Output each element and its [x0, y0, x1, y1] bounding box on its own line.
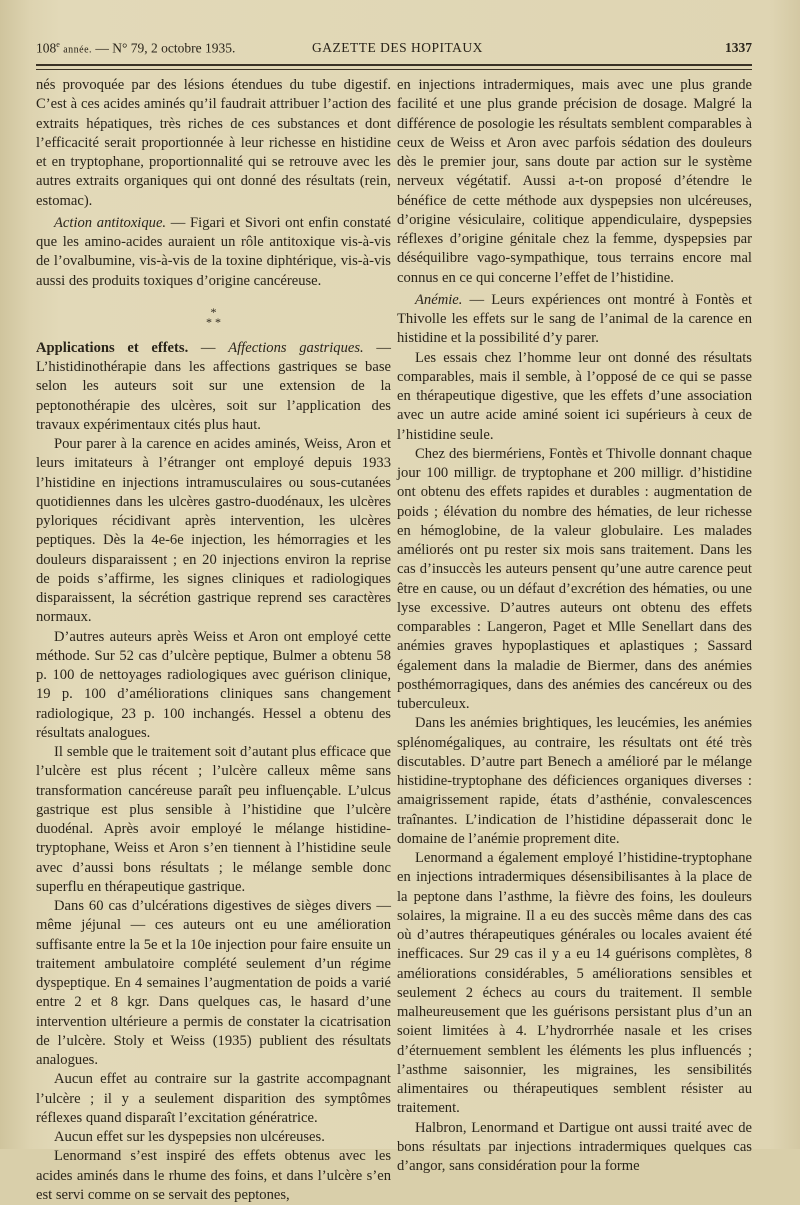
- issue-info: 108e année. — N° 79, 2 octobre 1935.: [36, 40, 236, 56]
- paragraph: Les essais chez l’homme leur ont donné des résultats comparables, mais il semble, à l’opposé de ce qui se passe en thérapeutique digestive, que les effets d’une association avec un autre acide aminé soient ici supérieurs à ceux de l’histidine seule.: [397, 349, 752, 443]
- paragraph: Halbron, Lenormand et Dartigue ont aussi traité avec de bons résultats par injections intradermiques quelques cas d’angor, sans considération pour la forme: [397, 1119, 752, 1174]
- section-heading: Applications et effets.: [36, 339, 189, 356]
- header-rule-thick: [36, 64, 752, 66]
- paragraph: nés provoquée par des lésions étendues du tube digestif. C’est à ces acides aminés qu’il faudrait attribuer l’action des extraits hépatiques, très riches de ces substances et dont l’efficacité serait proportionnée à leur richesse en histidine et en tryptophane, proportionnalité qui se retrouve avec les autres extraits organiques qui ont donné des résultats (rein, estomac).: [36, 77, 391, 209]
- subsection-heading: Action antitoxique.: [54, 214, 167, 231]
- header-rule-thin: [36, 69, 752, 70]
- running-header: [36, 36, 752, 58]
- paragraph: Lenormand s’est inspiré des effets obtenus avec les acides aminés dans le rhume des foins, et dans l’ulcère s’en est servi comme on se servait des peptones,: [36, 1148, 391, 1203]
- paragraph: en injections intradermiques, mais avec une plus grande facilité et une plus grande précision de dosage. Malgré la différence de posologie les résultats semblent comparables à ceux de Weiss et Aron avec parfois sédation des douleurs dès le premier jour, sans doute par action sur le système nerveux végétatif. Aussi a-t-on proposé d’étendre le bénéfice de cette méthode aux dyspepsies non ulcéreuses, d’origine vésiculaire, colitique appendiculaire, dyspepsies réflexes d’origine génitale chez la femme, dyspepsies par déséquilibre vago-sympathique, tous terrains encore mal connus en ce qui concerne l’effet de l’histidine.: [397, 77, 752, 286]
- section-separator: * * *: [206, 304, 221, 329]
- paragraph: Lenormand a également employé l’histidine-tryptophane en injections intradermiques désensibilisantes à la place de la peptone dans l’asthme, la fièvre des foins, les douleurs solaires, la migraine. Il a eu des succès même dans des cas où d’autres thérapeutiques générales ou locales avaient été inefficaces. Sur 29 cas il y a eu 14 guérisons complètes, 8 améliorations considérables, 5 améliorations sensibles et seulement 2 échecs au cours du traitement. Il semble malheureusement que les guérisons persistant plus d’un an soient limitées à 4. L’hydrorrhée nasale et les crises d’éternuement semblent les éléments les plus influencés ; l’asthme saisonnier, les migraines, les sensibilités alimentaires ou thérapeutiques semblent résister au traitement.: [397, 850, 752, 1117]
- paragraph: Applications et effets. — Affections gastriques. — L’histidinothérapie dans les affections gastriques se base selon les auteurs soit sur une extension de la peptonothérapie des ulcères, soit sur l’application des travaux expérimentaux cités plus haut.: [36, 339, 391, 433]
- paragraph: Chez des biermériens, Fontès et Thivolle donnant chaque jour 100 milligr. de tryptophane et 200 milligr. d’histidine ont obtenu des effets rapides et durables : augmentation de poids ; élévation du nombre des hématies, de leur richesse en hémoglobine, de la valeur globulaire. Les malades améliorés ont pu rester six mois sans traitement. Dans les cas d’insuccès les auteurs pensent qu’une autre carence peut être en cause, ou un défaut d’excrétion des hématies, ou une lyse excessive. D’autres auteurs ont obtenu des effets comparables : Langeron, Paget et Mlle Senellart dans des anémies graves hypoplastiques et aplastiques ; Sassard également dans la maladie de Biermer, dans des anémies posthémorragiques, dans des anémies des cancéreux ou des tuberculeux.: [397, 445, 752, 712]
- paragraph: Dans les anémies brightiques, les leucémies, les anémies splénomégaliques, au contraire, les résultats ont été très discutables. D’autre part Benech a amélioré par le mélange histidine-tryptophane des déficiences organiques diverses : amaigrissement rapide, états d’asthénie, convalescences traînantes. L’indication de l’histidine dépasserait donc le domaine de l’anémie proprement dite.: [397, 715, 752, 847]
- page-number: 1337: [725, 40, 752, 55]
- paragraph: Aucun effet au contraire sur la gastrite accompagnant l’ulcère ; il y a seulement disparition des symptômes réflexes quand disparaît l’excitation génératrice.: [36, 1071, 391, 1126]
- paragraph: Aucun effet sur les dyspepsies non ulcéreuses.: [54, 1129, 325, 1145]
- journal-title: GAZETTE DES HOPITAUX: [312, 40, 483, 55]
- paragraph: Action antitoxique. — Figari et Sivori ont enfin constaté que les amino-acides auraient un rôle antitoxique vis-à-vis de l’ovalbumine, vis-à-vis de la toxine diphtérique, vis-à-vis aussi des produits toxiques d’origine cancéreuse.: [36, 214, 391, 289]
- right-column: [397, 76, 752, 1174]
- paragraph: D’autres auteurs après Weiss et Aron ont employé cette méthode. Sur 52 cas d’ulcère peptique, Bulmer a obtenu 58 p. 100 de nettoyages radiologiques avec guérison clinique, 19 p. 100 d’améliorations cliniques sans changement radiologique, 23 p. 100 inchangés. Hessel a obtenu des résultats analogues.: [36, 628, 391, 741]
- paragraph: Il semble que le traitement soit d’autant plus efficace que l’ulcère est plus récent ; l’ulcère calleux même sans transformation cancéreuse paraît peu influençable. L’ulcus gastrique est plus sensible à l’histidine que l’ulcère duodénal. Après avoir employé le mélange histidine-tryptophane, Weiss et Aron s’en tiennent à l’histidine seule avec d’aussi bons résultats ; le mélange semble donc superflu en thérapeutique gastrique.: [36, 744, 391, 895]
- left-column: [36, 76, 391, 1203]
- paragraph: Dans 60 cas d’ulcérations digestives de sièges divers — même jéjunal — ces auteurs ont eu une amélioration suffisante entre la 5e et la 10e injection pour faire ensuite un traitement ambulatoire complété seulement d’un régime dyspeptique. En 4 semaines l’augmentation de poids a varié entre 2 et 8 kgr. Dans quelques cas, le hasard d’une intervention ultérieure a permis de constater la cicatrisation de l’ulcère. Stoly et Weiss (1935) publient des résultats analogues.: [36, 898, 391, 1068]
- subsection-heading: Affections gastriques.: [228, 339, 364, 356]
- paragraph: Anémie. — Leurs expériences ont montré à Fontès et Thivolle les effets sur le sang de l’animal de la carence en histidine et la possibilité d’y parer.: [397, 291, 752, 347]
- subsection-heading: Anémie.: [415, 291, 463, 308]
- paragraph: Pour parer à la carence en acides aminés, Weiss, Aron et leurs imitateurs à l’étranger ont employé depuis 1933 l’histidine en injections intramusculaires ou sous-cutanées quotidiennes dans les ulcères gastro-duodénaux, les ulcères pyloriques récidivant après intervention, les ulcères peptiques. Dès la 4e-6e injection, les hémorragies et les douleurs disparaissent ; en 20 injections environ la reprise de poids s’affirme, les signes cliniques et radiologiques disparaissent, la sécrétion gastrique reprend ses caractères normaux.: [36, 436, 391, 626]
